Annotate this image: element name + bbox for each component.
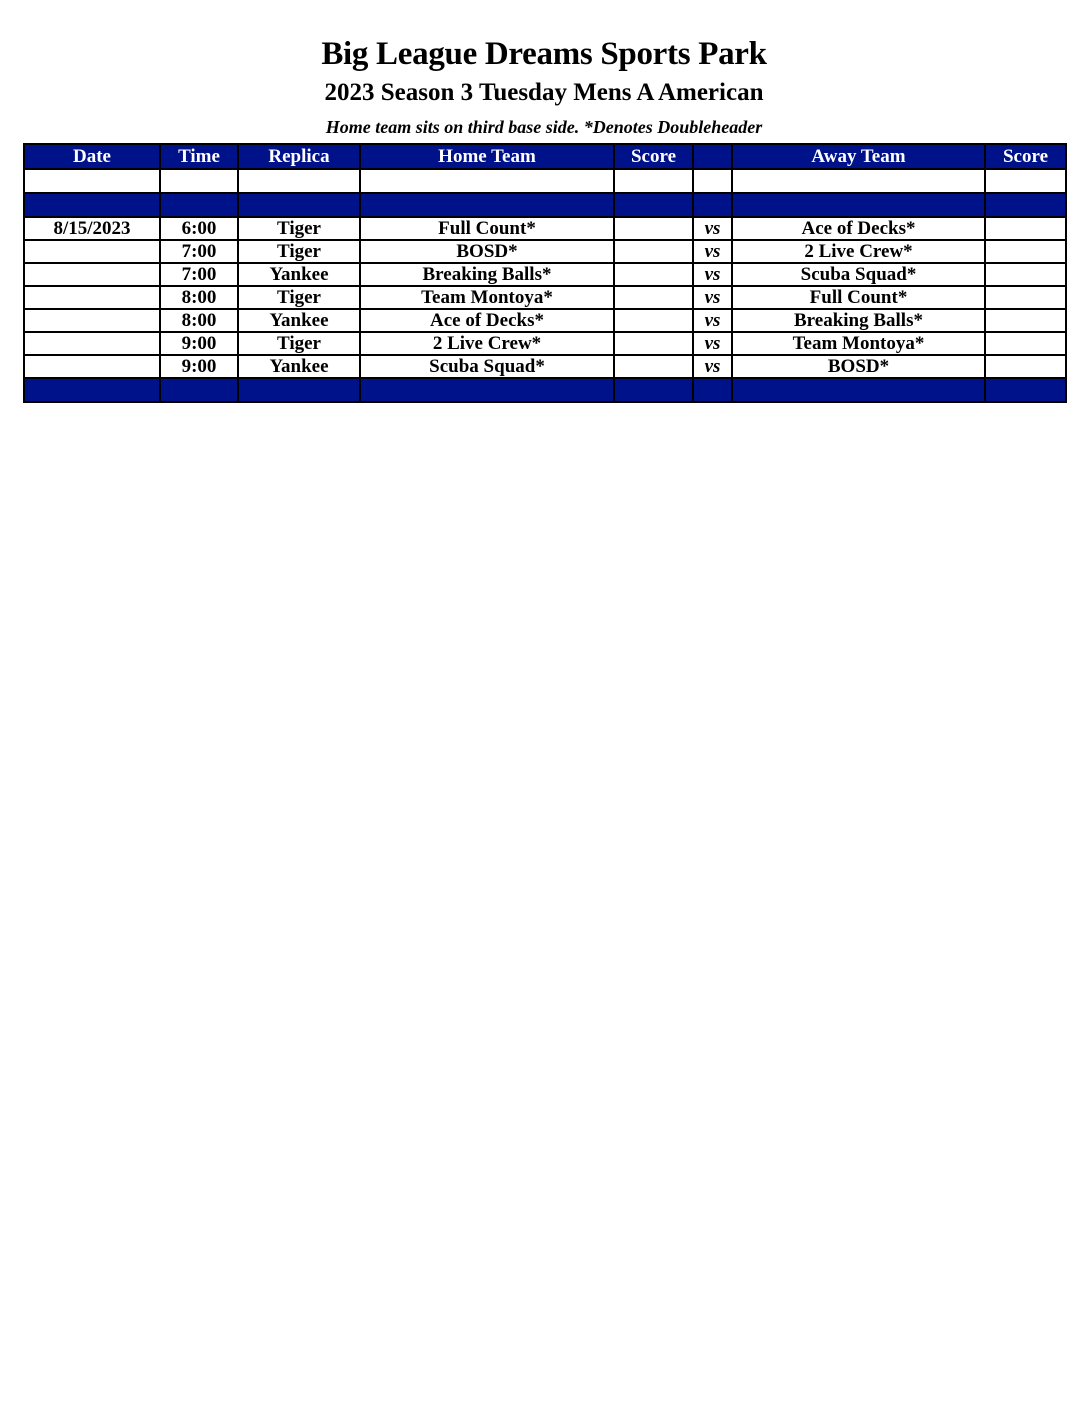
time-cell: 8:00: [160, 286, 238, 309]
column-header-replica: Replica: [238, 144, 360, 169]
column-header-away-score: Score: [985, 144, 1066, 169]
column-header-home-score: Score: [614, 144, 693, 169]
column-header-vs: [693, 144, 732, 169]
column-header-home-team: Home Team: [360, 144, 614, 169]
home-team-cell: 2 Live Crew*: [360, 332, 614, 355]
time-cell: 9:00: [160, 355, 238, 378]
home-team-cell: Team Montoya*: [360, 286, 614, 309]
home-team-cell: Full Count*: [360, 217, 614, 240]
table-header-row: [24, 144, 1066, 169]
game-row: [24, 217, 1066, 240]
column-header-date: Date: [24, 144, 160, 169]
date-cell: [24, 332, 160, 355]
replica-field-cell: Tiger: [238, 240, 360, 263]
doubleheader-note: Home team sits on third base side. *Denotes Doubleheader: [325, 117, 763, 137]
home-team-cell: Ace of Decks*: [360, 309, 614, 332]
game-row: [24, 332, 1066, 355]
game-row: [24, 286, 1066, 309]
column-header-away-team: Away Team: [732, 144, 985, 169]
home-score-cell: [614, 286, 693, 309]
vs-cell: vs: [693, 286, 732, 309]
home-team-cell: Breaking Balls*: [360, 263, 614, 286]
replica-field-cell: Tiger: [238, 332, 360, 355]
vs-cell: vs: [693, 263, 732, 286]
vs-cell: vs: [693, 332, 732, 355]
vs-cell: vs: [693, 240, 732, 263]
home-team-cell: Scuba Squad*: [360, 355, 614, 378]
page-title: Big League Dreams Sports Park: [321, 36, 767, 72]
game-row: [24, 309, 1066, 332]
time-cell: 7:00: [160, 240, 238, 263]
replica-field-cell: Yankee: [238, 355, 360, 378]
away-team-cell: Full Count*: [732, 286, 985, 309]
away-score-cell: [985, 240, 1066, 263]
separator-band-row: [24, 378, 1066, 402]
replica-field-cell: Yankee: [238, 309, 360, 332]
schedule-table: [23, 143, 1067, 403]
date-cell: [24, 240, 160, 263]
away-team-cell: Breaking Balls*: [732, 309, 985, 332]
separator-band-row: [24, 193, 1066, 217]
away-team-cell: 2 Live Crew*: [732, 240, 985, 263]
home-score-cell: [614, 355, 693, 378]
away-score-cell: [985, 263, 1066, 286]
vs-cell: vs: [693, 309, 732, 332]
away-score-cell: [985, 217, 1066, 240]
home-score-cell: [614, 309, 693, 332]
date-cell: [24, 263, 160, 286]
home-score-cell: [614, 240, 693, 263]
replica-field-cell: Yankee: [238, 263, 360, 286]
replica-field-cell: Tiger: [238, 286, 360, 309]
away-team-cell: Scuba Squad*: [732, 263, 985, 286]
date-cell: 8/15/2023: [24, 217, 160, 240]
column-header-time: Time: [160, 144, 238, 169]
page-subtitle: 2023 Season 3 Tuesday Mens A American: [324, 79, 764, 106]
date-cell: [24, 286, 160, 309]
away-score-cell: [985, 355, 1066, 378]
time-cell: 7:00: [160, 263, 238, 286]
away-team-cell: Ace of Decks*: [732, 217, 985, 240]
home-score-cell: [614, 263, 693, 286]
time-cell: 8:00: [160, 309, 238, 332]
date-cell: [24, 309, 160, 332]
home-score-cell: [614, 217, 693, 240]
game-row: [24, 355, 1066, 378]
date-cell: [24, 355, 160, 378]
game-row: [24, 263, 1066, 286]
replica-field-cell: Tiger: [238, 217, 360, 240]
game-row: [24, 240, 1066, 263]
away-score-cell: [985, 286, 1066, 309]
away-score-cell: [985, 332, 1066, 355]
away-team-cell: Team Montoya*: [732, 332, 985, 355]
home-team-cell: BOSD*: [360, 240, 614, 263]
home-score-cell: [614, 332, 693, 355]
time-cell: 9:00: [160, 332, 238, 355]
away-score-cell: [985, 309, 1066, 332]
time-cell: 6:00: [160, 217, 238, 240]
vs-cell: vs: [693, 217, 732, 240]
away-team-cell: BOSD*: [732, 355, 985, 378]
blank-row: [24, 169, 1066, 193]
vs-cell: vs: [693, 355, 732, 378]
